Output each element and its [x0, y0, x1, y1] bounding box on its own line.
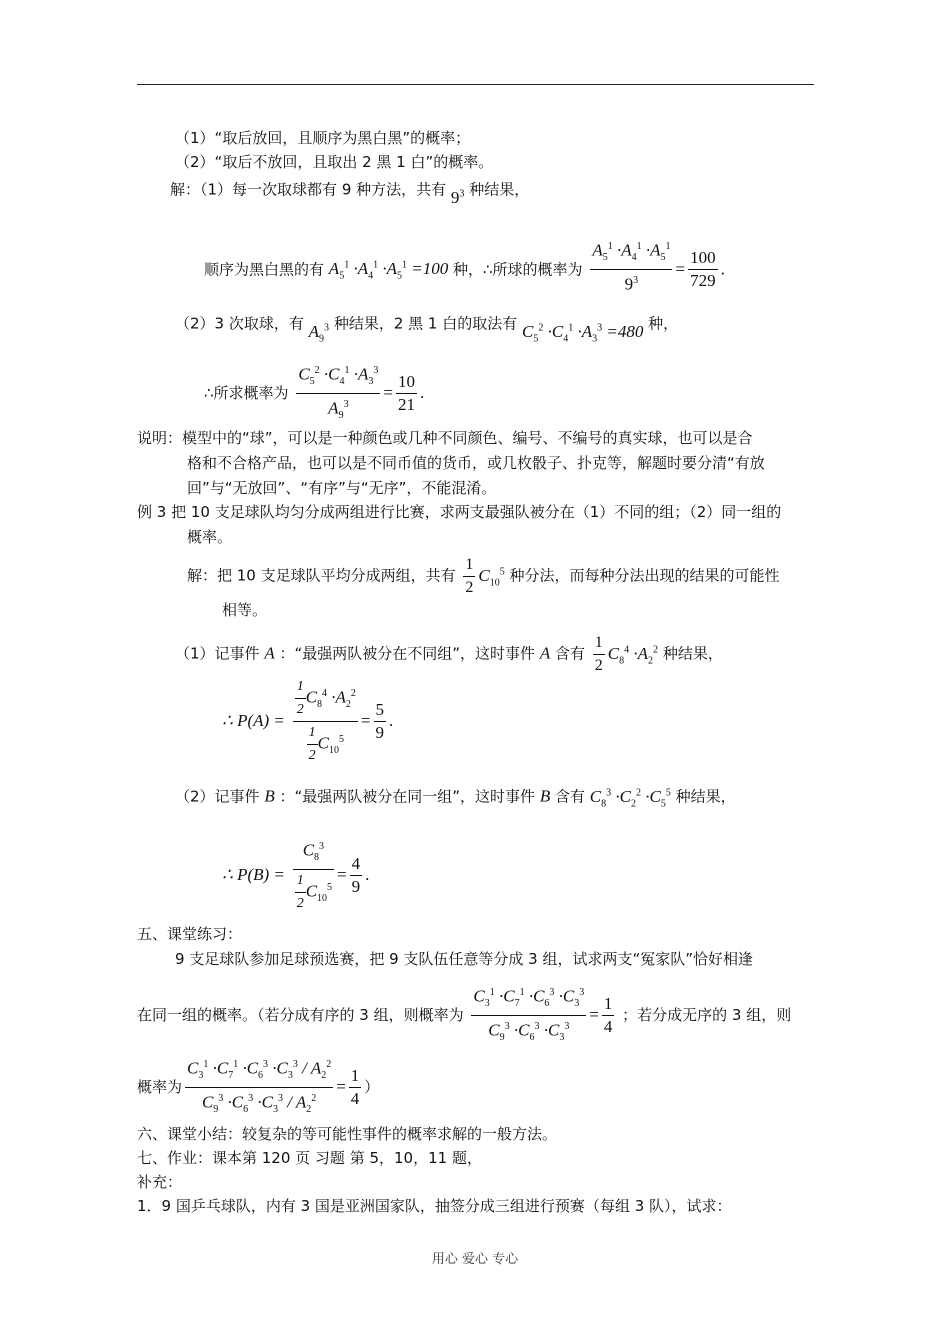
event-b-symbol: B — [264, 786, 275, 806]
formula-c8c2c5: $C_8^3 \cdot C_2^2 \cdot C_5^5$ — [589, 786, 671, 810]
solution-1b-pre: 顺序为黑白黑的有 — [204, 260, 325, 279]
fraction-100-729: $\frac{100}{729}$ — [690, 248, 716, 291]
fraction-ordered: $\frac{C_3^1 \cdot C_7^1 \cdot C_6^3 \cdot C_3^3}{C_9^3 \cdot C_6^3 \cdot C_3^3}$ — [471, 982, 586, 1049]
event-a-symbol: A — [264, 643, 275, 663]
fraction-4-9: $\frac{4}{9}$ — [351, 854, 361, 897]
fraction-5-9: $\frac{5}{9}$ — [375, 700, 385, 742]
fraction-quarter-2: $\frac{1}{4}$ — [350, 1066, 360, 1109]
section-7-heading: 七、作业：课本第 120 页 习题 第 5，10，11 题， — [137, 1149, 482, 1167]
practice-line-1: 9 支足球队参加足球预选赛，把 9 支队伍任意等分成 3 组，试求两支“冤家队”恰好相逢 — [175, 950, 754, 968]
solution-1b-line: 顺序为黑白黑的有 $A_5^1 \cdot A_4^1 \cdot A_5^1 =100$ 种，∴所球的概率为 $\frac{A_5^1 \cdot A_4^1 \cdot A_5^1}{9^3}$ = $\frac{100}{729}$ . — [204, 240, 725, 300]
event-a-symbol-2: A — [539, 643, 551, 663]
event-b-symbol-2: B — [539, 786, 551, 806]
power-9-3: $9^3$ — [450, 187, 465, 207]
event-a-line — [175, 630, 723, 681]
page-footer: 用心 爱心 专心 — [431, 1252, 519, 1267]
event-b-pre: （2）记事件 — [175, 787, 260, 806]
fraction-pa: $\frac{1}{2}$ $C_8^4 \cdot A_2^2$ $\frac{1}{2}$ $C_{10}^5$ — [293, 676, 358, 767]
formula-a9-3: $A_9^3$ — [308, 321, 330, 345]
note-line-2: 格和不合格产品，也可以是不同币值的货币，或几枚骰子、扑克等，解题时要分清“有放 — [187, 454, 765, 472]
fraction-prob-2: $\frac{C_5^2 \cdot C_4^1 \cdot A_3^3}{A_9^3}$ — [296, 360, 380, 427]
example-3-line-1: 例 3 把 10 支足球队均匀分成两组进行比赛，求两支最强队被分在（1）不同的组；（2）同一组的 — [137, 503, 782, 521]
formula-c10-5: $C_{10}^5$ — [478, 565, 505, 589]
practice-line-2-pre: 在同一组的概率。（若分成有序的 3 组，则概率为 — [137, 1006, 464, 1025]
fraction-half: $\frac{1}{2}$ — [465, 555, 474, 596]
practice-line-3-pre: 概率为 — [137, 1078, 183, 1097]
fraction-half-a: $\frac{1}{2}$ — [594, 633, 603, 674]
fraction-pb: $C_8^3$ $\frac{1}{2}$ $C_{10}^5$ — [293, 836, 334, 915]
supplement-heading: 补充： — [137, 1173, 183, 1191]
event-a-pre: （1）记事件 — [175, 644, 260, 663]
practice-line-3: 概率为 $\frac{C_3^1 \cdot C_7^1 \cdot C_6^3 \cdot C_3^3 / A_2^2}{C_9^3 \cdot C_6^3 \cdot C_3^3 / A_2^2}$ = $\frac{1}{4}$ ） — [137, 1054, 379, 1121]
probability-a-label: ∴ P(A) = — [222, 711, 285, 730]
example-3-solution-tail: 种分法，而每种分法出现的结果的可能性 — [509, 566, 780, 585]
question-2: （2）“取后不放回，且取出 2 黑 1 白”的概率。 — [175, 153, 494, 171]
note-line-1: 说明：模型中的“球”，可以是一种颜色或几种不同颜色、编号、不编号的真实球，也可以是合 — [137, 429, 753, 447]
example-3-solution-text: 解：把 10 支足球队平均分成两组，共有 — [187, 566, 456, 585]
note-line-3: 回”与“无放回”、“有序”与“无序”，不能混淆。 — [187, 479, 497, 497]
solution-2c-line: ∴所求概率为 $\frac{C_5^2 \cdot C_4^1 \cdot A_3^3}{A_9^3}$ = $\frac{10}{21}$ . — [204, 360, 424, 427]
formula-a5a4a5: $A_5^1 \cdot A_4^1 \cdot A_5^1 =100$ — [328, 259, 449, 282]
solution-1b-mid: 种，∴所球的概率为 — [452, 260, 583, 279]
probability-a-line: ∴ P(A) = $\frac{1}{2}$ $C_8^4 \cdot A_2^2$ $\frac{1}{2}$ $C_{10}^5$ = $\frac{5}{9}$ . — [222, 676, 393, 767]
event-b-line — [175, 778, 736, 819]
practice-line-2: 在同一组的概率。（若分成有序的 3 组，则概率为 $\frac{C_3^1 \cdot C_7^1 \cdot C_6^3 \cdot C_3^3}{C_9^3 \cdot C_6^3 \cdot C_3^3}$ = $\frac{1}{4}$ ；若分成无序的 3 组，则 — [137, 982, 791, 1049]
solution-2-tail: 种， — [648, 314, 679, 333]
probability-b-label: ∴ P(B) = — [222, 865, 285, 885]
fraction-10-21: $\frac{10}{21}$ — [398, 372, 415, 415]
fraction-prob-1: $\frac{A_5^1 \cdot A_4^1 \cdot A_5^1}{9^3}$ — [590, 236, 672, 296]
question-1: （1）“取后放回，且顺序为黑白黑”的概率； — [175, 129, 471, 147]
solution-2-pre: （2）3 次取球，有 — [175, 314, 304, 333]
fraction-unordered: $\frac{C_3^1 \cdot C_7^1 \cdot C_6^3 \cdot C_3^3 / A_2^2}{C_9^3 \cdot C_6^3 \cdot C_3^3 / A_2^2}$ — [185, 1054, 333, 1121]
formula-c8a2: $C_8^4 \cdot A_2^2$ — [607, 643, 659, 667]
solution-2c-pre: ∴所求概率为 — [204, 384, 289, 403]
example-3-solution-line-2: 相等。 — [222, 601, 268, 619]
fraction-quarter-1: $\frac{1}{4}$ — [603, 994, 613, 1037]
formula-c5c4a3: $C_5^2 \cdot C_4^1 \cdot A_3^3 =480$ — [522, 321, 644, 345]
section-5-heading: 五、课堂练习： — [137, 925, 243, 943]
event-a-tail: 种结果， — [662, 644, 723, 663]
event-b-mid2: 含有 — [555, 787, 586, 806]
example-3-line-2: 概率。 — [187, 528, 233, 546]
practice-line-3-tail: ） — [364, 1078, 380, 1097]
solution-1-line — [170, 176, 530, 207]
probability-b-line: ∴ P(B) = $C_8^3$ $\frac{1}{2}$ $C_{10}^5$ = $\frac{4}{9}$ . — [222, 836, 369, 915]
supplement-item-1: 1．9 国乒乓球队，内有 3 国是亚洲国家队，抽签分成三组进行预赛（每组 3 队），试求： — [137, 1197, 732, 1215]
event-b-mid: ：“最强两队被分在同一组”，这时事件 — [279, 787, 536, 806]
event-a-mid: ：“最强两队被分在不同组”，这时事件 — [279, 644, 536, 663]
event-a-mid2: 含有 — [555, 644, 586, 663]
example-3-solution-line — [187, 552, 780, 603]
header-rule — [137, 84, 814, 85]
solution-1-text: 解：（1）每一次取球都有 9 种方法，共有 — [170, 180, 447, 199]
solution-2-line — [175, 306, 678, 345]
event-b-tail: 种结果， — [675, 787, 736, 806]
practice-line-2-tail: ；若分成无序的 3 组，则 — [622, 1006, 792, 1025]
solution-2-mid: 种结果，2 黑 1 白的取法有 — [333, 314, 518, 333]
solution-1-tail: 种结果， — [469, 180, 530, 199]
section-6-heading: 六、课堂小结：较复杂的等可能性事件的概率求解的一般方法。 — [137, 1125, 558, 1143]
